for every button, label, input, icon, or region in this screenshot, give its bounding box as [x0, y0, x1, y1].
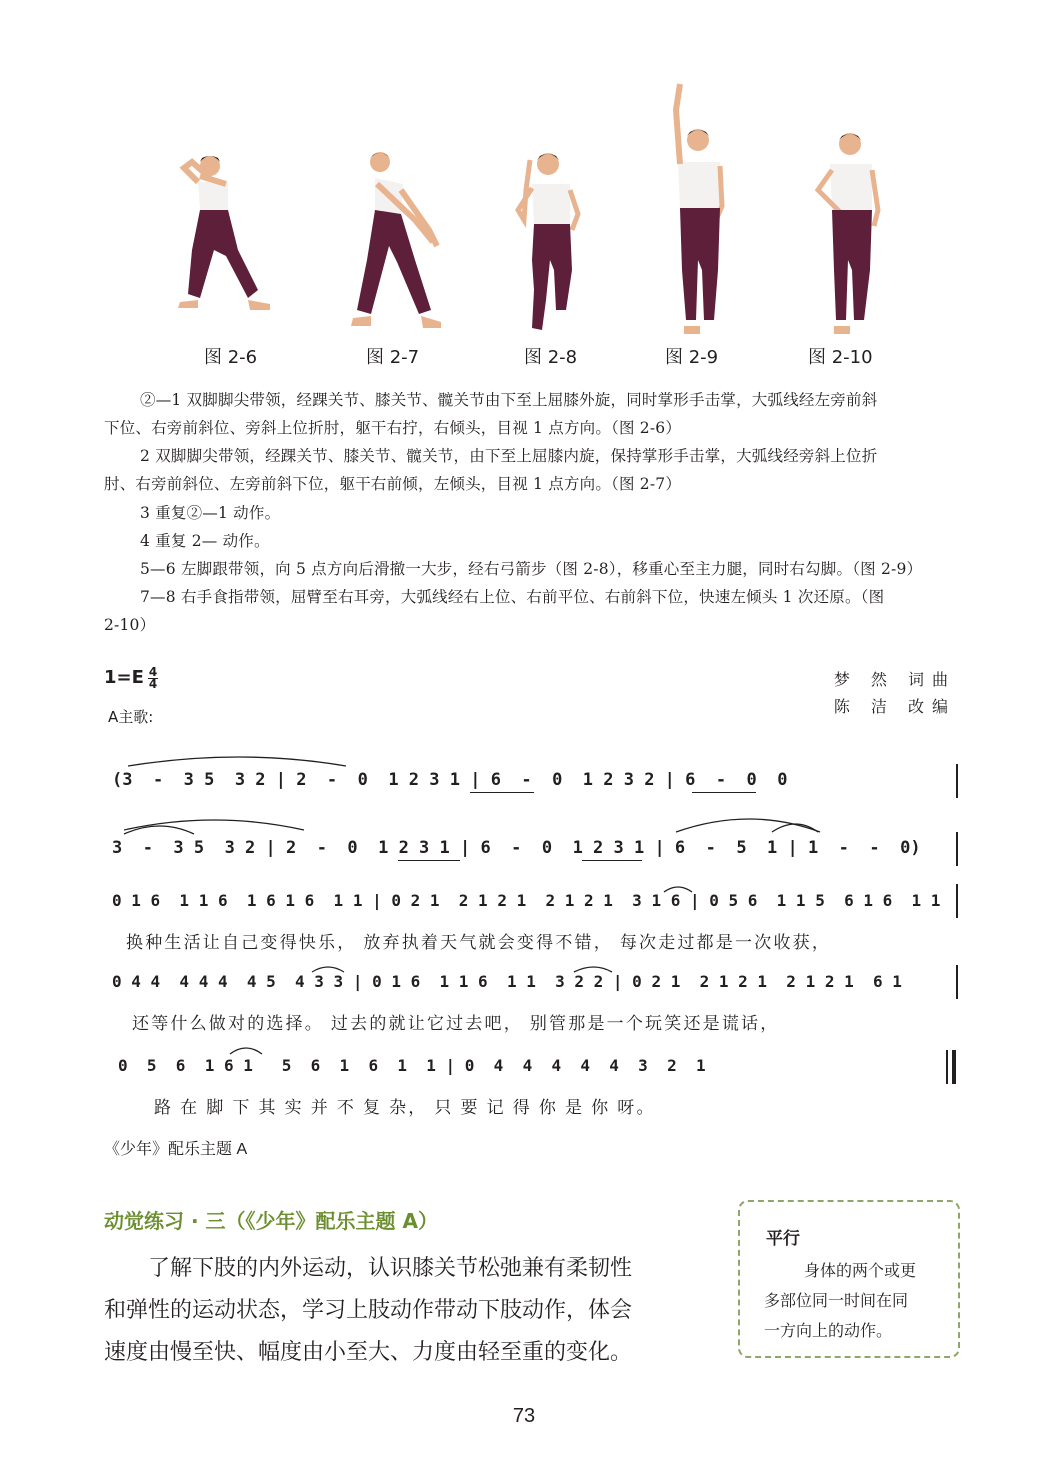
figure-caption: 图 2-8 — [524, 347, 578, 368]
key-signature: 1=E — [104, 667, 144, 688]
instruction-line: 2 双脚脚尖带领，经踝关节、膝关节、髋关节，由下至上屈膝内旋，保持掌形手击掌，大弧线经旁斜上位折 — [140, 447, 878, 465]
instruction-line: 肘、右旁前斜位、左旁前斜下位，躯干右前倾，左倾头，目视 1 点方向。（图 2-7） — [104, 475, 682, 493]
lyric-line: 还等什么做对的选择。 过去的就让它过去吧， 别管那是一个玩笑还是谎话， — [132, 1014, 780, 1033]
glossary-line: 多部位同一时间在同 — [764, 1291, 909, 1310]
lyric-line: 换种生活让自己变得快乐， 放弃执着天气就会变得不错， 每次走过都是一次收获， — [126, 933, 832, 952]
section-label: A主歌: — [108, 708, 154, 726]
page-number: 73 — [512, 1405, 536, 1427]
glossary-definition — [764, 1256, 944, 1346]
notation-line: 0 1 6 1 1 6 1 6 1 6 1 1 | 0 2 1 2 1 2 1 2 1 2 1 3 1 6 | 0 5 6 1 1 5 6 1 6 1 1 — [112, 891, 941, 910]
glossary-line: 身体的两个或更 — [804, 1261, 917, 1280]
lyric-line: 路 在 脚 下 其 实 并 不 复 杂， 只 要 记 得 你 是 你 呀。 — [154, 1098, 656, 1117]
time-signature-top: 4 — [148, 665, 158, 679]
notation-line: 0 5 6 1 6 1 5 6 1 6 1 1 | 0 4 4 4 4 4 3 2 1 — [118, 1056, 706, 1075]
notation-line: (3 - 3 5 3 2 | 2 - 0 1 2 3 1 | 6 - 0 1 2 3 2 | 6 - 0 0 — [112, 770, 788, 790]
glossary-term: 平行 — [766, 1229, 800, 1249]
glossary-line: 一方向上的动作。 — [764, 1321, 893, 1340]
instruction-line: 2-10） — [104, 616, 156, 634]
score-caption: 《少年》配乐主题 A — [104, 1141, 248, 1158]
instruction-line: 5—6 左脚跟带领，向 5 点方向后滑撤一大步，经右弓箭步（图 2-8），移重心至主力腿，同时右勾脚。（图 2-9） — [140, 560, 923, 578]
body-paragraph-line: 和弹性的运动状态，学习上肢动作带动下肢动作，体会 — [104, 1298, 633, 1323]
figure-caption: 图 2-9 — [665, 347, 719, 368]
notation-line: 0 4 4 4 4 4 4 5 4 3 3 | 0 1 6 1 1 6 1 1 3 2 2 | 0 2 1 2 1 2 1 2 1 2 1 6 1 — [112, 972, 902, 991]
instruction-line: ②—1 双脚脚尖带领，经踝关节、膝关节、髋关节由下至上屈膝外旋，同时掌形手击掌，大弧线经左旁前斜 — [140, 391, 878, 409]
arranger-credit: 陈 洁 改编 — [833, 697, 956, 716]
time-signature-bottom: 4 — [148, 677, 158, 691]
glossary-sidebar — [738, 1200, 960, 1358]
notation-line: 3 - 3 5 3 2 | 2 - 0 1 2 3 1 | 6 - 0 1 2 3 1 | 6 - 5 1 | 1 - - 0) — [112, 838, 921, 858]
composer-credit: 梦 然 词曲 — [833, 670, 956, 689]
instruction-line: 4 重复 2— 动作。 — [140, 532, 270, 550]
instruction-line: 7—8 右手食指带领，屈臂至右耳旁，大弧线经右上位、右前平位、右前斜下位，快速左倾头 1 次还原。（图 — [140, 588, 885, 606]
section-heading: 动觉练习 · 三（《少年》配乐主题 A） — [104, 1209, 438, 1233]
section-body — [104, 1248, 704, 1374]
figure-caption: 图 2-6 — [204, 347, 258, 368]
body-paragraph-line: 了解下肢的内外运动，认识膝关节松弛兼有柔韧性 — [148, 1256, 633, 1281]
body-paragraph-line: 速度由慢至快、幅度由小至大、力度由轻至重的变化。 — [104, 1340, 633, 1365]
instruction-line: 3 重复②—1 动作。 — [140, 504, 281, 522]
figure-caption: 图 2-10 — [808, 347, 873, 368]
instruction-line: 下位、右旁前斜位、旁斜上位折肘，躯干右拧，右倾头，目视 1 点方向。（图 2-6） — [104, 419, 682, 437]
figure-caption: 图 2-7 — [366, 347, 420, 368]
